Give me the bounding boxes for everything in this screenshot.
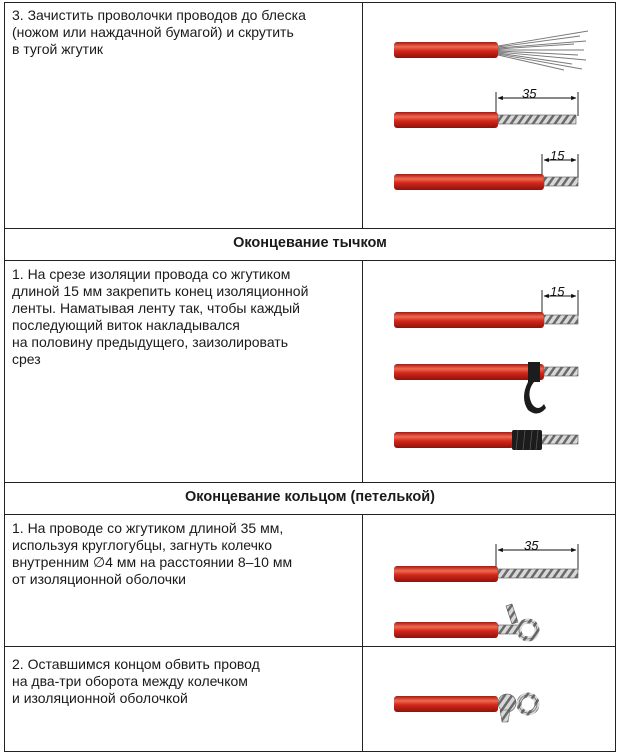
table-border-right — [615, 2, 616, 752]
loose-strands-icon — [498, 31, 588, 70]
column-divider — [362, 260, 363, 482]
wire-insulation — [394, 42, 498, 58]
row-divider — [4, 228, 616, 229]
dimension-label-35: 35 — [522, 88, 537, 101]
ring-step-1-text: 1. На проводе со жгутиком длиной 35 мм, используя круглогубцы, загнуть колечко внутренним ∅4 мм на расстоянии 8–10 мм от изоляционной оболочки — [12, 520, 293, 587]
butt-figure-tape-start — [388, 352, 598, 423]
dimension-label-15: 15 — [550, 286, 565, 299]
twisted-strand-icon — [540, 435, 578, 444]
twisted-strand-icon — [544, 177, 578, 186]
ring-step-2-text: 2. Оставшимся концом обвить провод на два-три оборота между колечком и изоляционной оболочкой — [12, 656, 260, 706]
dimension-label-35: 35 — [524, 540, 539, 553]
wire-wrap-icon — [498, 694, 516, 712]
strip-figure-15mm — [388, 150, 598, 205]
wire-insulation — [394, 112, 498, 128]
instruction-table — [4, 2, 616, 752]
butt-step-1-text: 1. На срезе изоляции провода со жгутиком длиной 15 мм закрепить конец изоляционной ленты. Наматывая ленту так, чтобы каждый последующий виток накладывался на половину предыдущего, заизолировать срез — [12, 266, 309, 367]
free-wire-end-icon — [506, 604, 518, 624]
section-title-ring: Оконцевание кольцом (петелькой) — [185, 489, 435, 505]
row-divider — [4, 260, 616, 261]
wire-insulation — [394, 174, 544, 190]
wire-insulation — [394, 432, 514, 448]
twisted-strand-icon — [498, 569, 578, 578]
table-border-top — [4, 2, 616, 3]
wire-insulation — [394, 696, 498, 712]
ring-figure-wrapped — [388, 682, 598, 731]
strip-step-3-text: 3. Зачистить проволочки проводов до блеска (ножом или наждачной бумагой) и скрутить в тугой жгутик — [12, 7, 306, 57]
column-divider — [362, 514, 363, 752]
section-title-butt: Оконцевание тычком — [233, 235, 387, 251]
row-divider — [4, 514, 616, 515]
table-border-bottom — [4, 751, 616, 752]
twisted-strand-icon — [498, 115, 576, 124]
wire-insulation — [394, 364, 544, 380]
wire-insulation — [394, 312, 544, 328]
twisted-strand-icon — [544, 367, 578, 376]
ring-figure-loop — [388, 602, 598, 651]
wire-insulation — [394, 566, 498, 582]
strip-figure-35mm — [388, 88, 598, 143]
table-border-left — [4, 2, 5, 752]
wire-insulation — [394, 622, 498, 638]
dimension-label-15: 15 — [550, 150, 565, 163]
ring-figure-35mm — [388, 540, 598, 595]
butt-figure-taped — [388, 420, 598, 465]
row-divider — [4, 482, 616, 483]
column-divider — [362, 2, 363, 228]
strip-figure-frayed-wires — [388, 26, 598, 81]
butt-figure-15mm — [388, 286, 598, 341]
twisted-strand-icon — [544, 315, 578, 324]
